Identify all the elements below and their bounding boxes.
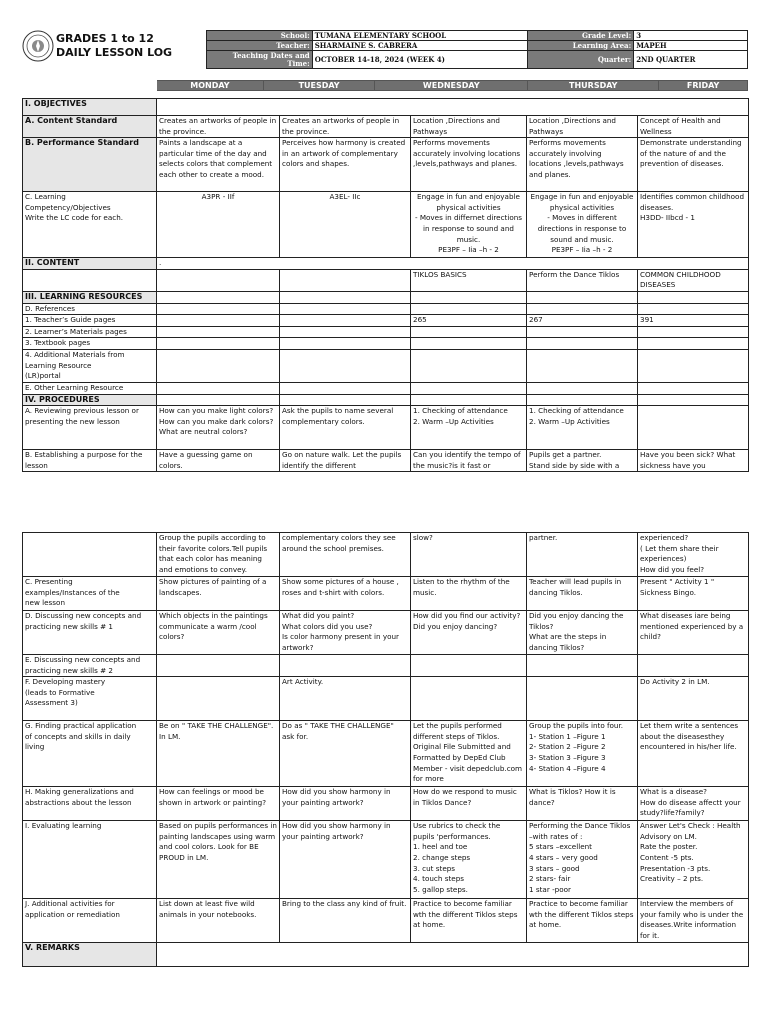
dates-label: Teaching Dates and Time:	[207, 51, 313, 69]
procedures-heading: IV. PROCEDURES	[23, 394, 157, 406]
teacher-value: SHARMAINE S. CABRERA	[312, 41, 528, 51]
procedure-c-fri: Present " Activity 1 " Sickness Bingo.	[638, 577, 749, 611]
procedure-i-fri: Answer Let's Check : Health Advisory on LM. Rate the poster. Content -5 pts. Presentation -3 pts. Creativity – 2 pts.	[638, 821, 749, 899]
day-tuesday: TUESDAY	[263, 81, 374, 91]
tb-cell	[527, 338, 638, 350]
procedure-b-fri: Have you been sick? What sickness have you	[638, 450, 749, 472]
lesson-log-header	[22, 30, 748, 72]
day-spacer	[23, 81, 157, 91]
content-standard-tue: Creates an artworks of people in the province.	[280, 116, 411, 138]
resources-cell	[157, 291, 280, 303]
performance-standard-fri: Demonstrate understanding of the nature of and the prevention of diseases.	[638, 138, 749, 192]
content-topic-thu: Perform the Dance Tiklos	[527, 269, 638, 291]
area-value: MAPEH	[634, 41, 748, 51]
procedure-g-label: G. Finding practical application of concepts and skills in daily living	[23, 721, 157, 787]
lc-wed: Engage in fun and enjoyable physical activities - Moves in differnet directions in response to sound and music. PE3PF – Iia –h - 2	[411, 192, 527, 258]
procedure-c-thu: Teacher will lead pupils in dancing Tiklos.	[527, 577, 638, 611]
procedure-g-thu: Group the pupils into four. 1- Station 1 –Figure 1 2- Station 2 –Figure 2 3- Station 3 –Figure 3 4- Station 4 –Figure 4	[527, 721, 638, 787]
procedure-a-thu: 1. Checking of attendance 2. Warm –Up Activities	[527, 406, 638, 450]
objectives-heading: I. OBJECTIVES	[23, 99, 157, 116]
tg-mon	[157, 315, 280, 327]
content-topic-fri: COMMON CHILDHOOD DISEASES	[638, 269, 749, 291]
procedure-c-label: C. Presenting examples/Instances of the new lesson	[23, 577, 157, 611]
add-cell	[527, 349, 638, 382]
additional-materials-label: 4. Additional Materials from Learning Resource (LR)portal	[23, 349, 157, 382]
references-cell	[638, 303, 749, 315]
add-cell	[638, 349, 749, 382]
objectives-row	[157, 99, 749, 116]
procedure-a-tue: Ask the pupils to name several complementary colors.	[280, 406, 411, 450]
textbook-pages-label: 3. Textbook pages	[23, 338, 157, 350]
learning-competency-label: C. Learning Competency/Objectives Write the LC code for each.	[23, 192, 157, 258]
lc-mon: A3PR - IIf	[157, 192, 280, 258]
performance-standard-wed: Performs movements accurately involving locations ,levels,pathways and planes.	[411, 138, 527, 192]
procedure-f-tue: Art Activity.	[280, 677, 411, 721]
performance-standard-tue: Perceives how harmony is created in an artwork of complementary colors and shapes.	[280, 138, 411, 192]
tb-cell	[157, 338, 280, 350]
procedure-g-tue: Do as " TAKE THE CHALLENGE" ask for.	[280, 721, 411, 787]
references-label: D. References	[23, 303, 157, 315]
procedure-e-cell	[157, 655, 280, 677]
performance-standard-thu: Performs movements accurately involving locations ,levels,pathways and planes.	[527, 138, 638, 192]
lesson-grid-page-2	[22, 532, 749, 967]
procedures-cell	[527, 394, 638, 406]
procedure-j-wed: Practice to become familiar wth the different Tiklos steps at home.	[411, 899, 527, 943]
procedure-e-label: E. Discussing new concepts and practicing new skills # 2	[23, 655, 157, 677]
procedure-h-fri: What is a disease? How do disease affectt your study?life?family?	[638, 787, 749, 821]
procedure-a-fri	[638, 406, 749, 450]
other-cell	[280, 382, 411, 394]
procedure-b-cont-thu: partner.	[527, 533, 638, 577]
performance-standard-label: B. Performance Standard	[23, 138, 157, 192]
day-header-row	[22, 80, 748, 91]
procedure-b-tue: Go on nature walk. Let the pupils identify the different	[280, 450, 411, 472]
tb-cell	[411, 338, 527, 350]
tb-cell	[280, 338, 411, 350]
procedure-i-tue: How did you show harmony in your painting artwork?	[280, 821, 411, 899]
procedure-j-tue: Bring to the class any kind of fruit.	[280, 899, 411, 943]
procedure-h-wed: How do we respond to music in Tiklos Dance?	[411, 787, 527, 821]
teacher-label: Teacher:	[207, 41, 313, 51]
lc-thu: Engage in fun and enjoyable physical activities - Moves in different directions in response to sound and music. PE3PF – Iia –h - 2	[527, 192, 638, 258]
other-cell	[157, 382, 280, 394]
content-standard-label: A. Content Standard	[23, 116, 157, 138]
references-cell	[527, 303, 638, 315]
tb-cell	[638, 338, 749, 350]
quarter-value: 2ND QUARTER	[634, 51, 748, 69]
procedure-e-cell	[411, 655, 527, 677]
procedure-b-cont-tue: complementary colors they see around the school premises.	[280, 533, 411, 577]
school-label: School:	[207, 31, 313, 41]
procedure-d-wed: How did you find our activity? Did you enjoy dancing?	[411, 611, 527, 655]
grade-value: 3	[634, 31, 748, 41]
procedures-cell	[638, 394, 749, 406]
procedure-i-thu: Performing the Dance Tiklos –with rates of : 5 stars –excellent 4 stars – very good 3 stars – good 2 stars- fair 1 star -poor	[527, 821, 638, 899]
title-grades: GRADES 1 to 12	[56, 32, 154, 45]
procedure-b-wed: Can you identify the tempo of the music?is it fast or	[411, 450, 527, 472]
procedure-b-label: B. Establishing a purpose for the lesson	[23, 450, 157, 472]
procedure-c-tue: Show some pictures of a house , roses and t-shirt with colors.	[280, 577, 411, 611]
procedure-f-mon	[157, 677, 280, 721]
tg-fri: 391	[638, 315, 749, 327]
procedures-cell	[411, 394, 527, 406]
procedure-g-mon: Be on " TAKE THE CHALLENGE". In LM.	[157, 721, 280, 787]
procedure-j-label: J. Additional activities for application or remediation	[23, 899, 157, 943]
lm-cell	[527, 326, 638, 338]
content-row: .	[157, 258, 749, 270]
resources-cell	[527, 291, 638, 303]
lm-cell	[411, 326, 527, 338]
procedure-b-thu: Pupils get a partner. Stand side by side with a	[527, 450, 638, 472]
lm-cell	[638, 326, 749, 338]
references-cell	[157, 303, 280, 315]
content-topic-mon	[157, 269, 280, 291]
procedure-c-mon: Show pictures of painting of a landscapes.	[157, 577, 280, 611]
procedure-a-label: A. Reviewing previous lesson or presenting the new lesson	[23, 406, 157, 450]
procedure-f-wed	[411, 677, 527, 721]
other-cell	[527, 382, 638, 394]
other-cell	[411, 382, 527, 394]
procedure-j-mon: List down at least five wild animals in your notebooks.	[157, 899, 280, 943]
content-topic-label	[23, 269, 157, 291]
procedure-a-mon: How can you make light colors? How can you make dark colors?What are neutral colors?	[157, 406, 280, 450]
learners-materials-label: 2. Learner’s Materials pages	[23, 326, 157, 338]
content-heading: II. CONTENT	[23, 258, 157, 270]
day-wednesday: WEDNESDAY	[375, 81, 528, 91]
day-friday: FRIDAY	[659, 81, 748, 91]
content-topic-tue	[280, 269, 411, 291]
procedure-d-thu: Did you enjoy dancing the Tiklos? What are the steps in dancing Tiklos?	[527, 611, 638, 655]
other-cell	[638, 382, 749, 394]
procedure-a-wed: 1. Checking of attendance 2. Warm –Up Activities	[411, 406, 527, 450]
procedure-e-cell	[638, 655, 749, 677]
procedure-e-cell	[527, 655, 638, 677]
procedure-b-mon: Have a guessing game on colors.	[157, 450, 280, 472]
lc-tue: A3EL- IIc	[280, 192, 411, 258]
add-cell	[157, 349, 280, 382]
procedure-c-wed: Listen to the rhythm of the music.	[411, 577, 527, 611]
procedures-cell	[157, 394, 280, 406]
content-topic-wed: TIKLOS BASICS	[411, 269, 527, 291]
procedure-b-continued-label	[23, 533, 157, 577]
resources-cell	[280, 291, 411, 303]
procedure-f-thu	[527, 677, 638, 721]
procedure-i-mon: Based on pupils performances in painting landscapes using warm and cool colors. Look for BE PROUD in LM.	[157, 821, 280, 899]
procedure-h-thu: What is Tiklos? How it is dance?	[527, 787, 638, 821]
procedure-i-label: I. Evaluating learning	[23, 821, 157, 899]
day-monday: MONDAY	[157, 81, 264, 91]
remarks-row	[157, 943, 749, 967]
deped-seal-icon	[22, 30, 54, 62]
procedure-d-fri: What diseases iare being mentioned experienced by a child?	[638, 611, 749, 655]
resources-cell	[638, 291, 749, 303]
title-dll: DAILY LESSON LOG	[56, 46, 173, 59]
procedure-e-cell	[280, 655, 411, 677]
procedure-h-mon: How can feelings or mood be shown in artwork or painting?	[157, 787, 280, 821]
tg-wed: 265	[411, 315, 527, 327]
procedure-h-tue: How did you show harmony in your painting artwork?	[280, 787, 411, 821]
procedure-d-tue: What did you paint? What colors did you use? Is color harmony present in your artwork?	[280, 611, 411, 655]
header-info-table	[206, 30, 748, 69]
references-cell	[411, 303, 527, 315]
procedure-j-thu: Practice to become familiar wth the different Tiklos steps at home.	[527, 899, 638, 943]
procedure-f-fri: Do Activity 2 in LM.	[638, 677, 749, 721]
procedure-b-cont-fri: experienced? ( Let them share their experiences) How did you feel?	[638, 533, 749, 577]
procedure-g-fri: Let them write a sentences about the diseasesthey encountered in his/her life.	[638, 721, 749, 787]
learning-resources-heading: III. LEARNING RESOURCES	[23, 291, 157, 303]
school-value: TUMANA ELEMENTARY SCHOOL	[312, 31, 528, 41]
resources-cell	[411, 291, 527, 303]
procedure-b-cont-mon: Group the pupils according to their favorite colors.Tell pupils that each color has meaning and emotions to convey.	[157, 533, 280, 577]
procedure-f-label: F. Developing mastery (leads to Formative Assessment 3)	[23, 677, 157, 721]
procedures-cell	[280, 394, 411, 406]
grade-label: Grade Level:	[528, 31, 634, 41]
quarter-label: Quarter:	[528, 51, 634, 69]
remarks-heading: V. REMARKS	[23, 943, 157, 967]
references-cell	[280, 303, 411, 315]
dates-value: OCTOBER 14-18, 2024 (WEEK 4)	[312, 51, 528, 69]
procedure-g-wed: Let the pupils performed different steps of Tiklos. Original File Submitted and Formatted by DepEd Club Member - visit depedclub.com for more	[411, 721, 527, 787]
tg-thu: 267	[527, 315, 638, 327]
add-cell	[411, 349, 527, 382]
procedure-j-fri: Interview the members of your family who is under the diseases.Write information for it.	[638, 899, 749, 943]
lm-cell	[157, 326, 280, 338]
lesson-grid-page-1	[22, 98, 749, 472]
tg-tue	[280, 315, 411, 327]
content-standard-mon: Creates an artworks of people in the province.	[157, 116, 280, 138]
procedure-b-cont-wed: slow?	[411, 533, 527, 577]
teachers-guide-label: 1. Teacher’s Guide pages	[23, 315, 157, 327]
performance-standard-mon: Paints a landscape at a particular time of the day and selects colors that complement each other to create a mood.	[157, 138, 280, 192]
procedure-h-label: H. Making generalizations and abstractions about the lesson	[23, 787, 157, 821]
add-cell	[280, 349, 411, 382]
area-label: Learning Area:	[528, 41, 634, 51]
procedure-d-label: D. Discussing new concepts and practicing new skills # 1	[23, 611, 157, 655]
lc-fri: Identifies common childhood diseases. H3DD- IIbcd - 1	[638, 192, 749, 258]
content-standard-thu: Location ,Directions and Pathways	[527, 116, 638, 138]
procedure-i-wed: Use rubrics to check the pupils 'performances. 1. heel and toe 2. change steps 3. cut steps 4. touch steps 5. gallop steps.	[411, 821, 527, 899]
day-thursday: THURSDAY	[528, 81, 659, 91]
document-title	[56, 32, 172, 60]
procedure-d-mon: Which objects in the paintings communicate a warm /cool colors?	[157, 611, 280, 655]
other-resource-label: E. Other Learning Resource	[23, 382, 157, 394]
content-standard-wed: Location ,Directions and Pathways	[411, 116, 527, 138]
content-standard-fri: Concept of Health and Wellness	[638, 116, 749, 138]
lm-cell	[280, 326, 411, 338]
